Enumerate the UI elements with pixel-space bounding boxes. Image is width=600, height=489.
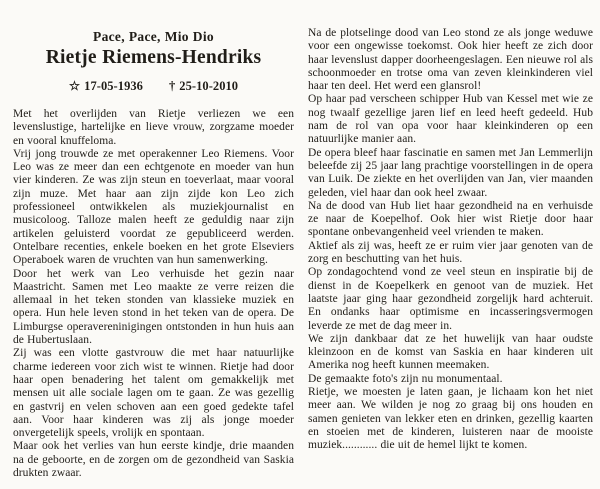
- paragraph: Vrij jong trouwde ze met operakenner Leo Riemens. Voor Leo was ze meer dan een echtgenote en moeder van hun vier kinderen. Ze was zijn steun en toeverlaat, maar vooral zijn muze. Met haar aan zijn zijde kon Leo zich professioneel ontwikkelen als muziekjournalist en musicoloog. Talloze malen heeft ze geduldig naar zijn artikelen geluisterd voordat ze gepubliceerd werden. Ontelbare recenties, enkele boeken en het grote Elseviers Operaboek waren de vruchten van hun samenwerking.: [13, 147, 294, 267]
- paragraph: Maar ook het verlies van hun eerste kindje, drie maanden na de geboorte, en de zorgen om de gezondheid van Saskia drukten zwaar.: [13, 440, 294, 480]
- deceased-name: Rietje Riemens-Hendriks: [45, 47, 262, 68]
- life-dates: [13, 79, 294, 93]
- paragraph: Op zondagochtend vond ze veel steun en inspiratie bij de dienst in de Koepelkerk en genoot van de muziek. Het laatste jaar ging haar gezondheid zorgelijk hard achteruit. En ondanks haar optimisme en incasseringsvermogen leverde ze met de dag meer in.: [308, 266, 593, 332]
- paragraph: Door het werk van Leo verhuisde het gezin naar Maastricht. Samen met Leo maakte ze verre reizen die allemaal in het teken stonden van klassieke muziek en opera. Hun hele leven stond in het teken van de opera. De Limburgse operavereninigingen ontstonden in hun huis aan de Hubertuslaan.: [13, 267, 294, 347]
- right-column-text: [308, 27, 593, 386]
- paragraph: Aktief als zij was, heeft ze er ruim vier jaar genoten van de zorg en beschutting van het huis.: [308, 239, 593, 266]
- dagger-icon: †: [168, 79, 176, 93]
- death-date-value: 25-10-2010: [179, 79, 239, 93]
- birth-star-icon: ☆: [68, 79, 81, 93]
- card-header: [13, 29, 294, 93]
- motto-text: Pace, Pace, Mio Dio: [93, 29, 214, 44]
- death-date: [169, 79, 238, 93]
- left-column-text: [13, 108, 294, 480]
- birth-date-value: 17-05-1936: [84, 79, 143, 93]
- paragraph: De gemaakte foto's zijn nu monumentaal.: [308, 372, 503, 385]
- paragraph: Na de plotselinge dood van Leo stond ze als jonge weduwe voor een ongewisse toekomst. Ook hier heeft ze zich door haar levenslust dapper doorheengeslagen. Een nieuwe rol als schoonmoeder en trotse oma van zeven kleinkinderen viel haar ten deel. Het werd een glansrol!: [308, 27, 593, 93]
- paragraph: Na de dood van Hub liet haar gezondheid na en verhuisde ze naar de Koepelhof. Ook hier wist Rietje door haar spontane onbevangenheid veel vrienden te maken.: [308, 199, 593, 239]
- left-column: [13, 0, 294, 480]
- paragraph: Op haar pad verscheen schipper Hub van Kessel met wie ze nog twaalf gezellige jaren lief en leed heeft gedeeld. Hub nam de rol van opa voor haar kleinkinderen op een natuurlijke manier aan.: [308, 93, 593, 146]
- paragraph: Met het overlijden van Rietje verliezen we een levenslustige, hartelijke en lieve vrouw, zorgzame moeder en vooral knuffeloma.: [13, 108, 294, 147]
- paragraph: We zijn dankbaar dat ze het huwelijk van haar oudste kleinzoon en de komst van Saskia en haar kinderen uit Amerika nog heeft kunnen meemaken.: [308, 332, 593, 372]
- paragraph: Zij was een vlotte gastvrouw die met haar natuurlijke charme iedereen voor zich wist te winnen. Rietje had door haar open benadering het talent om gemakkelijk met mensen uit alle sociale lagen om te gaan. Ze was gezellig en gastvrij en velen schoven aan een goed gedekte tafel aan. Voor haar kinderen was zij als jonge moeder onvergetelijk speels, vrolijk en spontaan.: [13, 347, 294, 440]
- right-column: [308, 0, 593, 453]
- birth-date: [69, 79, 143, 93]
- closing-paragraph: Rietje, we moesten je laten gaan, je lichaam kon het niet meer aan. We wilden je nog zo graag bij ons houden en samen genieten van lekker eten en drinken, gezellig kaarten en stoeien met de kinderen, luisteren naar de mooiste muziek............ die uit de hemel lijkt te komen.: [308, 386, 593, 452]
- paragraph: De opera bleef haar fascinatie en samen met Jan Lemmerlijn beleefde zij 25 jaar lang prachtige voorstellingen in de opera van Luik. De ziekte en het overlijden van Jan, vier maanden geleden, viel haar dan ook heel zwaar.: [308, 146, 593, 199]
